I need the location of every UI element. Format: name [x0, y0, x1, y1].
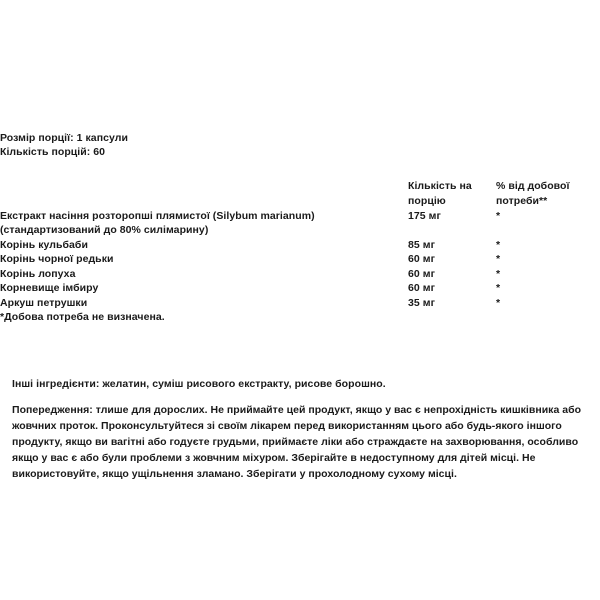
servings-per-container-dv-empty	[496, 145, 600, 159]
servings-per-container-text: Кількість порцій: 60	[0, 146, 106, 159]
ingredient-amount: 60 мг	[408, 282, 435, 295]
ingredient-name: Корневище імбиру	[0, 282, 99, 295]
other-ingredients-text: Інші інгредієнти: желатин, суміш рисового екстракту, рисове борошно.	[12, 378, 386, 390]
ingredient-name: Аркуш петрушки	[0, 296, 88, 309]
ingredient-amount: 85 мг	[408, 238, 435, 251]
table-row	[0, 267, 600, 281]
ingredient-daily-value: *	[496, 238, 501, 251]
spacer-cell-name	[0, 160, 408, 179]
table-row	[0, 209, 600, 238]
column-header-amount-per-serving: Кількість на порцію	[408, 179, 472, 207]
ingredient-daily-value: *	[496, 209, 501, 222]
table-spacer-row	[0, 160, 600, 179]
ingredient-amount: 35 мг	[408, 296, 435, 309]
footnote-amount-empty	[408, 310, 496, 324]
spacer-cell-amount	[408, 160, 496, 179]
footnote-dv-empty	[496, 310, 600, 324]
supplement-facts-table	[0, 131, 600, 325]
ingredient-amount: 60 мг	[408, 253, 435, 266]
table-row	[0, 238, 600, 252]
ingredient-daily-value: *	[496, 253, 501, 266]
serving-size-row	[0, 131, 600, 145]
servings-per-container-amount-empty	[408, 145, 496, 159]
column-header-name	[0, 179, 408, 209]
servings-per-container-row	[0, 145, 600, 159]
warning-text: Попередження: тлише для дорослих. Не приймайте цей продукт, якщо у вас є непрохідність кишківника або жовчних проток. Проконсультуйтеся зі своїм лікарем перед використанням цього або будь-якого іншого продукту, якщо ви вагітні або годуєте грудьми, приймаєте ліки або страждаєте на захворювання, особливо якщо у вас є або були проблеми з жовчним міхуром. Зберігайте в недоступному для дітей місці. Не використовуйте, якщо ущільнення зламано. Зберігати у прохолодному сухому місці.	[12, 404, 582, 481]
ingredient-name: Корінь лопуха	[0, 267, 76, 280]
ingredient-daily-value: *	[496, 296, 501, 309]
serving-size-text: Розмір порції: 1 капсули	[0, 132, 128, 144]
footnote-row	[0, 310, 600, 324]
ingredient-amount: 175 мг	[408, 209, 441, 222]
spacer-cell-dv	[496, 160, 600, 179]
ingredient-daily-value: *	[496, 267, 501, 280]
column-header-percent-daily-value: % від добової потреби**	[496, 179, 570, 207]
table-row	[0, 252, 600, 266]
ingredient-daily-value: *	[496, 282, 501, 295]
ingredient-name: Корінь кульбаби	[0, 238, 88, 251]
ingredient-name: Екстракт насіння розторопші плямистої (Silybum marianum) (стандартизований до 80% силімарину)	[0, 209, 315, 237]
daily-value-footnote: *Добова потреба не визначена.	[0, 311, 165, 324]
table-row	[0, 296, 600, 310]
serving-size-amount-empty	[408, 131, 496, 145]
table-header-row	[0, 179, 600, 209]
ingredient-amount: 60 мг	[408, 267, 435, 280]
ingredient-name: Корінь чорної редьки	[0, 253, 114, 266]
serving-size-dv-empty	[496, 131, 600, 145]
table-row	[0, 281, 600, 295]
